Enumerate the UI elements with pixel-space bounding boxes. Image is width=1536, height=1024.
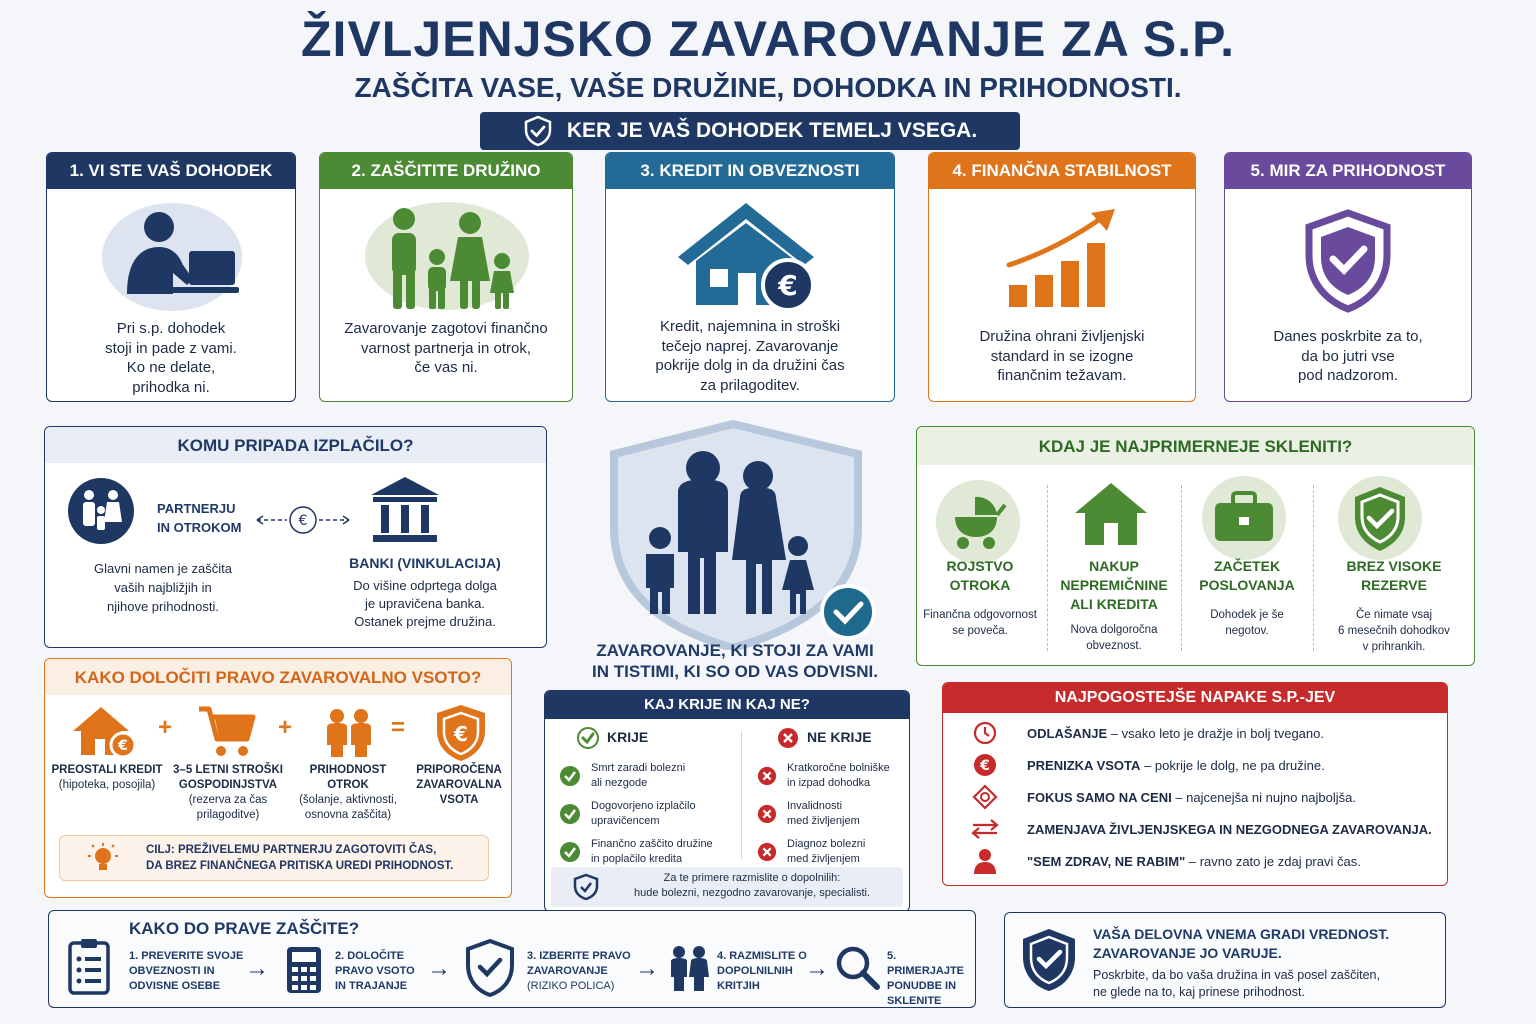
payout-left-text: Glavni namen je zaščita vaših najbližjih in njihove prihodnosti. — [93, 561, 232, 614]
when-label: BREZ VISOKE REZERVE — [1346, 558, 1442, 593]
check-badge-icon — [559, 765, 581, 787]
list-item: Diagnoz bolezni med življenjem — [757, 833, 907, 871]
svg-text:€: € — [118, 738, 128, 754]
step-item: 1. PREVERITE SVOJE OBVEZNOSTI IN ODVISNE OSEBE — [129, 950, 244, 992]
when-label: ZAČETEK POSLOVANJA — [1199, 558, 1295, 593]
bank-icon — [369, 475, 441, 545]
sum-title: KAKO DOLOČITI PRAVO ZAVAROVALNO VSOTO? — [74, 668, 482, 687]
list-item: Invalidnosti med življenjem — [757, 795, 907, 833]
steps-title: KAKO DO PRAVE ZAŠČITE? — [129, 919, 360, 938]
shield-check-icon — [465, 939, 515, 997]
family-circle-icon — [67, 477, 135, 545]
shield-check-icon — [1021, 927, 1077, 993]
list-item: "SEM ZDRAV, NE RABIM" – ravno zato je zdaj pravi čas. — [943, 845, 1447, 877]
chart-growth-icon — [999, 205, 1129, 310]
card-title: 4. FINANČNA STABILNOST — [929, 153, 1195, 189]
lightbulb-icon — [88, 843, 118, 875]
x-badge-icon — [757, 766, 777, 786]
shield-check-icon — [1303, 209, 1393, 313]
step-item: 5. PRIMERJAJTE PONUDBE IN SKLENITE — [887, 950, 965, 1007]
goal-box — [59, 835, 489, 881]
check-badge-icon — [559, 841, 581, 863]
goal-text: CILJ: PREŽIVELEMU PARTNERJU ZAGOTOVITI ČAS, DA BREZ FINANČNEGA PRITISKA UREDI PRIHODNOST. — [146, 844, 454, 872]
banner-text: KER JE VAŠ DOHODEK TEMELJ VSEGA. — [566, 119, 978, 142]
shield-check-icon — [573, 873, 599, 901]
covers-no-list — [757, 757, 907, 871]
briefcase-icon — [1201, 475, 1287, 561]
family-shield-illustration — [600, 418, 890, 650]
shield-euro-icon — [435, 703, 487, 763]
when-text: Če nimate vsaj 6 mesečnih dohodkov v prihrankih. — [1338, 609, 1450, 653]
step-item: 4. RAZMISLITE O DOPOLNILNIH KRITJIH — [717, 950, 807, 992]
children-icon — [321, 707, 377, 759]
shield-check-icon — [1337, 475, 1423, 561]
center-caption: ZAVAROVANJE, KI STOJI ZA VAMI IN TISTIMI, KI SO OD VAS ODVISNI. — [592, 641, 878, 681]
search-icon — [835, 945, 881, 991]
sum-item: PREOSTALI KREDIT (hipoteka, posojila) — [51, 764, 163, 791]
list-item: FOKUS SAMO NA CENI – najcenejša ni nujno najboljša. — [943, 781, 1447, 813]
family-icon — [362, 201, 532, 316]
covers-section — [544, 690, 910, 912]
closing-text: Poskrbite, da bo vaša družina in vaš posel zaščiten, ne glede na to, kaj prinese prihodnost. — [1093, 968, 1380, 999]
payout-right-text: Do višine odprtega dolga je upravičena banka. Ostanek prejme družina. — [353, 578, 497, 629]
list-item: Smrt zaradi bolezni ali nezgode — [559, 757, 737, 795]
op-equals: = — [391, 714, 406, 741]
cart-icon — [197, 705, 257, 759]
step-item: 3. IZBERITE PRAVO ZAVAROVANJE (RIZIKO POLICA) — [527, 950, 631, 992]
when-label: ROJSTVO OTROKA — [946, 558, 1014, 593]
step-item: 2. DOLOČITE PRAVO VSOTO IN TRAJANJE — [335, 950, 415, 992]
house-euro-icon — [73, 705, 137, 759]
house-icon — [1073, 479, 1149, 549]
x-badge-icon — [757, 842, 777, 862]
closing-headline: VAŠA DELOVNA VNEMA GRADI VREDNOST. ZAVAROVANJE JO VARUJE. — [1093, 926, 1390, 961]
mistakes-list — [943, 717, 1447, 877]
op-plus: + — [158, 714, 173, 741]
card-peace — [1224, 152, 1472, 402]
svg-text:€: € — [454, 722, 468, 746]
calculator-icon — [285, 945, 323, 995]
card-stability — [928, 152, 1196, 402]
covers-title: KAJ KRIJE IN KAJ NE? — [644, 696, 810, 713]
when-label: NAKUP NEPREMIČNINE ALI KREDITA — [1060, 558, 1168, 612]
svg-text:€: € — [778, 269, 798, 302]
card-credit — [605, 152, 895, 402]
card-title: 1. VI STE VAŠ DOHODEK — [47, 153, 295, 189]
arrow-right-icon: → — [805, 955, 829, 982]
euro-icon — [973, 753, 997, 777]
page-title: ŽIVLJENJSKO ZAVAROVANJE ZA S.P. — [301, 11, 1235, 67]
payout-title: KOMU PRIPADA IZPLAČILO? — [177, 436, 414, 455]
house-euro-icon — [674, 197, 824, 312]
covers-note: Za te primere razmislite o dopolnilih: hude bolezni, nezgodno zavarovanje, specialisti. — [551, 867, 903, 907]
svg-text:€: € — [298, 513, 308, 529]
list-item: Dogovorjeno izplačilo upravičencem — [559, 795, 737, 833]
card-text: Družina ohrani življenjski standard in se izogne finančnim težavam. — [979, 328, 1145, 384]
list-item: ZAMENJAVA ŽIVLJENJSKEGA IN NEZGODNEGA ZAVAROVANJA. — [943, 813, 1447, 845]
when-section — [916, 426, 1475, 666]
arrows-icon — [971, 818, 999, 840]
covers-no-title: NE KRIJE — [807, 729, 872, 745]
shield-check-icon — [523, 115, 553, 147]
euro-exchange-icon — [253, 505, 353, 535]
card-income — [46, 152, 296, 402]
when-text: Finančna odgovornost se poveča. — [923, 609, 1037, 637]
covers-yes-title: KRIJE — [607, 729, 649, 745]
when-text: Nova dolgoročna obveznost. — [1070, 624, 1158, 652]
card-text: Kredit, najemnina in stroški tečejo naprej. Zavarovanje pokrije dolg in da družini čas za prilagoditev. — [655, 318, 845, 394]
arrow-right-icon: → — [427, 955, 451, 982]
people-icon — [667, 945, 711, 993]
clock-icon — [973, 721, 997, 745]
list-item: € PRENIZKA VSOTA – pokrije le dolg, ne pa družine. — [943, 749, 1447, 781]
arrow-right-icon: → — [635, 955, 659, 982]
mistakes-section — [942, 682, 1448, 886]
payout-left-label: PARTNERJU IN OTROKOM — [157, 501, 242, 535]
svg-text:€: € — [980, 758, 990, 774]
x-badge-icon — [757, 804, 777, 824]
arrow-right-icon: → — [245, 955, 269, 982]
card-title: 3. KREDIT IN OBVEZNOSTI — [606, 153, 894, 189]
list-item: ODLAŠANJE – vsako leto je dražje in bolj tvegano. — [943, 717, 1447, 749]
payout-section — [44, 426, 547, 648]
card-family — [319, 152, 573, 402]
card-text: Pri s.p. dohodek stoji in pade z vami. Ko ne delate, prihodka ni. — [105, 320, 237, 396]
check-badge-icon — [559, 803, 581, 825]
steps-section — [48, 910, 976, 1008]
sum-item: PRIPOROČENA ZAVAROVALNA VSOTA — [416, 764, 502, 806]
clipboard-icon — [67, 937, 111, 995]
when-text: Dohodek je še negotov. — [1210, 609, 1284, 637]
payout-right-label: BANKI (VINKULACIJA) — [349, 555, 501, 571]
person-laptop-icon — [97, 199, 247, 319]
sum-item: 3–5 LETNI STROŠKI GOSPODINJSTVA (rezerva za čas prilagoditve) — [173, 764, 283, 821]
page-subtitle: ZAŠČITA VASE, VAŠE DRUŽINE, DOHODKA IN PRIHODNOSTI. — [354, 72, 1182, 103]
sum-item: PRIHODNOST OTROK (šolanje, aktivnosti, osnovna zaščita) — [299, 764, 397, 821]
check-circle-icon — [577, 727, 599, 749]
tag-icon — [972, 784, 998, 810]
card-text: Danes poskrbite za to, da bo jutri vse pod nadzorom. — [1273, 328, 1423, 384]
card-title: 5. MIR ZA PRIHODNOST — [1225, 153, 1471, 189]
closing-section — [1004, 912, 1446, 1008]
when-title: KDAJ JE NAJPRIMERNEJE SKLENITI? — [1038, 437, 1353, 456]
list-item: Kratkoročne bolniške in izpad dohodka — [757, 757, 907, 795]
header-banner — [480, 112, 1020, 150]
x-circle-icon — [777, 727, 799, 749]
person-icon — [973, 848, 997, 874]
sum-section — [44, 658, 512, 898]
card-text: Zavarovanje zagotovi finančno varnost partnerja in otrok, če vas ni. — [344, 320, 548, 376]
card-title: 2. ZAŠČITITE DRUŽINO — [320, 153, 572, 189]
covers-yes-list — [559, 757, 737, 871]
stroller-icon — [935, 479, 1021, 565]
list-item: Finančno zaščito družine in poplačilo kredita — [559, 833, 737, 871]
mistakes-title: NAJPOGOSTEJŠE NAPAKE S.P.-JEV — [1054, 689, 1336, 706]
op-plus: + — [278, 714, 293, 741]
